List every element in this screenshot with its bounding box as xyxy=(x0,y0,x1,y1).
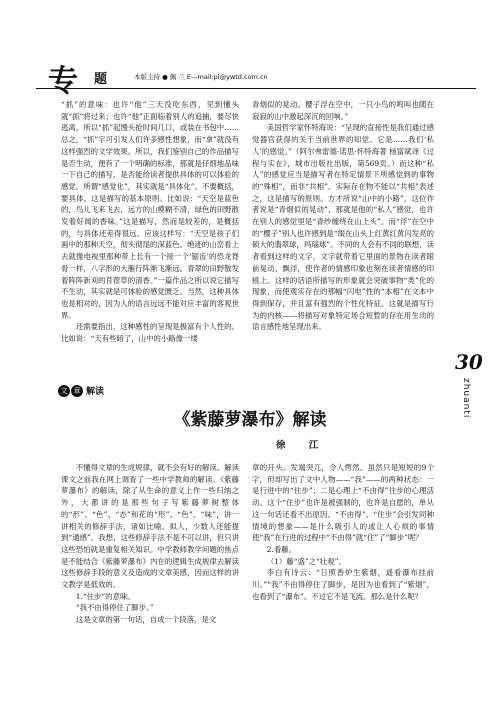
header-small-char: 题 xyxy=(94,72,108,87)
section-badge xyxy=(58,380,118,397)
page-number: 30 xyxy=(455,350,483,374)
upper-right-column xyxy=(252,99,434,333)
paragraph: 李白有诗云：“日照香炉生紫烟，遥看瀑布挂前川。”“我”不由得停住了脚步，是因为也看到了“紫烟”，也看到了“瀑布”。不过它不是飞流。那么是什么呢？ xyxy=(252,568,434,601)
paragraph: 章的开头。发端突兀，令人愕然。虽然只是短短的9个字，但却写出了文中人物——“我”——的两种状态：一是行进中的“住步”；二是心理上“不由得”住步的心理活动。这个“住步”也许是被强制的，也许是自愿的，单从这一句话还看不出原因。“不由得”、“住步”会引发同种情境的想象——是什么吸引人的或让人心烦的事情使“我”在行进的过程中“不由得”就“住”了“脚步”呢？ xyxy=(252,463,434,543)
upper-left-column xyxy=(61,99,239,345)
paragraph: 1.“住步”的意味。 xyxy=(75,591,135,601)
lower-right-column xyxy=(252,462,434,602)
paragraph: “抓”的意味：也许“他”三天没吃东西，见到懂头就“抓”将过来；也许“他”正面临着别人的追捕，要尽快逃离，所以“抓”起馒头抢时间几口，或装在书包中……总之，“抓”字可引发人们许多感性想象，而“拿”就没有这样强烈的文学效果。所以，我们鉴别自己的作品描写是否生动，便有了一个明确的标准，那就是仔细地品味一下自己的描写，是否能给读者提供具体的可以体验的感觉。所谓“感觉化”，其实就是“具体化”。不要概括，要具体，这是描写的基本原则。比如说：“天空是蓝色的，鸟儿飞来飞去，远方的山模糊不清，绿色的田野散发着好闻的香味。”这是描写，然而是较差的，是概括的，与具体还差得很远。应该这样写：“天空是孩子们画中的那种天空，彻头彻尾的深蓝色。绝迹的山峦看上去就像电视里那种带上长有一个接一个‘锯齿’的恐龙脊骨一样，八字形的大雁行阵渐飞渐远。青翠的田野散发着阵阵新刈的苜蓿草的清香。”一篇作品之所以说它描写不生动，其实就是可体验的感觉匮乏。当然，这种具体也是相对的，因为人的语言远远不能对应丰富的客观世界。 xyxy=(61,100,239,320)
column-header xyxy=(36,56,476,99)
badge-char: 文 xyxy=(58,385,70,397)
paragraph: （1）藤“盛”之“壮观”。 xyxy=(266,556,346,566)
paragraph: 2.看藤。 xyxy=(266,544,297,554)
header-big-char: 专 xyxy=(48,64,77,99)
article-title: 《紫藤萝瀑布》解读 xyxy=(173,410,327,430)
lower-left-column xyxy=(61,462,239,626)
article-author: 徐 江 xyxy=(276,440,329,451)
paragraph: 还需要指出，这种感性的呈现是极富有个人性的。比如说：“天有些暗了，山中的小路像一缕 xyxy=(61,322,239,344)
paragraph: 不懂得文章的生成规律，就不会有好的解读。解读课文之前我在网上调查了一些中学教师的解读。《紫藤萝瀑布》的解读，除了从生命的意义上作一些归纳之外，大都讲的是那些句子写紫藤萝树整体的“形”、“色”、“态”和花的“形”、“色”、“味”，讲一讲相关的修辞手法，诸如比喻、拟人，少数人还能提到“通感”。我想，这些修辞手法不是不可以讲，但只讲这些恐怕就是重复相关知识。中学教师教学问题的焦点是不能结合《紫藤萝瀑布》内在的逻辑生成规律去解读这些修辞手段的意义及造成的文章美感，因而这样的讲文教学是低效的。 xyxy=(61,463,239,590)
paragraph: 青烟似的晃动。樱子浮在空中，一只小鸟的鸣叫也随在寂寂的山中激起深沉的回响。” xyxy=(252,100,434,121)
paragraph: 这是文章的第一句话，自成一个段落，是文 xyxy=(75,615,217,625)
section-pinyin: zhuanti xyxy=(461,378,471,419)
badge-label: 解读 xyxy=(86,387,105,397)
header-rule xyxy=(36,88,476,89)
paragraph: “我不由得停住了脚步。” xyxy=(75,603,154,613)
header-meta: 本版主持 ● 佩 兰 E—mail:pl@ywtd.com.cn xyxy=(134,73,268,81)
badge-char: 章 xyxy=(71,385,83,397)
paragraph: 美国哲学家怀特海说：“呈现的直接性是我们通过感觉器官获得的关于当前世界的知觉。它是……我们‘私人’的感觉。”（阿尔弗雷德·诺思·怀特海著 杨富斌译《过程与实在》，城市出版社出版，第569页。）而这种“私人”的感觉应当是描写者在特定情景下所感觉到的事物的“殊相”，而非“共相”。实际存在物不能以“共相”表述之，这是描写的原则。方才所说“山中的小路”，这位作者说是“青烟似的晃动”，那就是他的“私人”感觉，也许在别人的感觉里是“青纱缠绕在山上头”。而“浮”在空中的“樱子”别人也许感到是“缀在山头上红黄红黄闪发亮的硕大的翡翠球，玛瑙球”。不同的人会有不同的联想，读者看到这样的文字，文字就带着它里面的景物在读者眼前晃动、飘浮，使作者的情感印象也刻在读者情感的印痕上。这样的话语所描写的形象就会突破事物“类”化的现象，而使观实存在的那幅“闪电”性的“本相”在文本中得到保存，并且富有强烈的个性化特征。这就是描写行为的内核——将描写对象特定场合短暂的存在用生动的语言感性地呈现出来。 xyxy=(252,123,434,332)
